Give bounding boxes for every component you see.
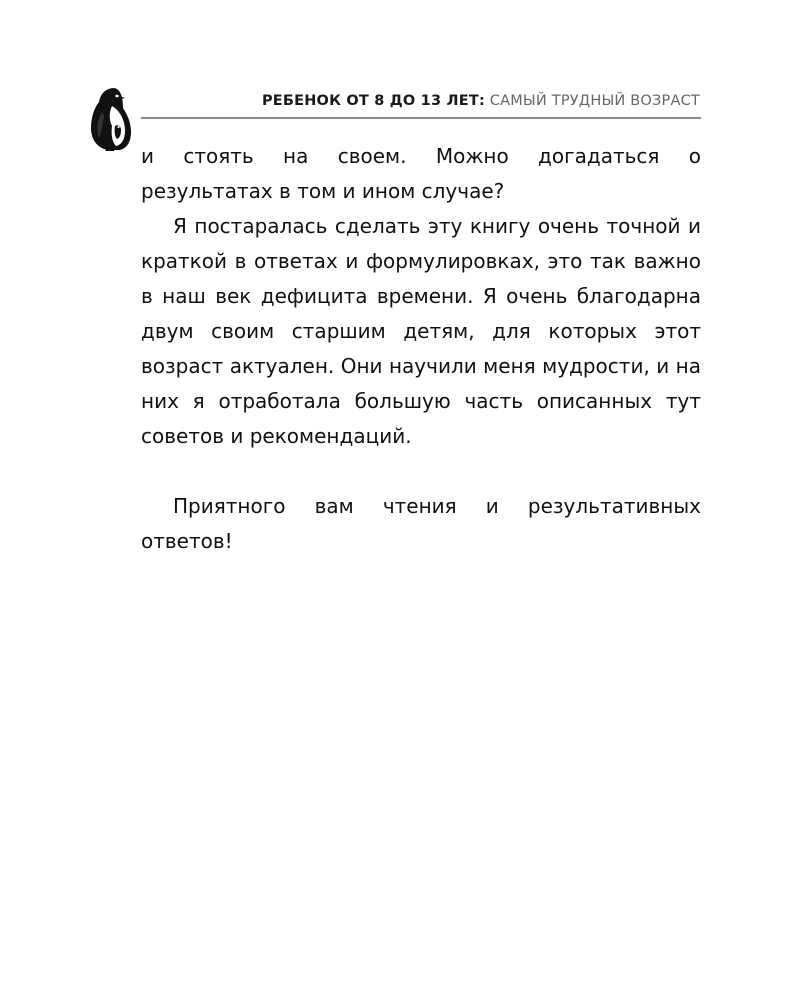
paragraph-3: Приятного вам чтения и результативных ответов! <box>141 494 701 553</box>
running-head-light: САМЫЙ ТРУДНЫЙ ВОЗРАСТ <box>489 93 700 109</box>
paragraph-spacer <box>141 454 701 489</box>
page-body <box>141 139 701 559</box>
penguin-logo-icon <box>90 86 132 152</box>
running-head-bold: РЕБЕНОК ОТ 8 ДО 13 ЛЕТ: <box>261 93 485 109</box>
header-divider <box>141 117 701 119</box>
paragraph-2: Я постаралась сделать эту книгу очень точной и краткой в ответах и формулировках, это так важно в наш век дефицита времени. Я очень благодарна двум своим старшим детям, для которых этот возраст актуален. Они научили меня мудрости, и на них я отработала большую часть описанных тут советов и рекомендаций. <box>141 214 701 448</box>
paragraph-1: и стоять на своем. Можно догадаться о результатах в том и ином случае? <box>141 144 701 203</box>
running-head <box>262 92 700 110</box>
